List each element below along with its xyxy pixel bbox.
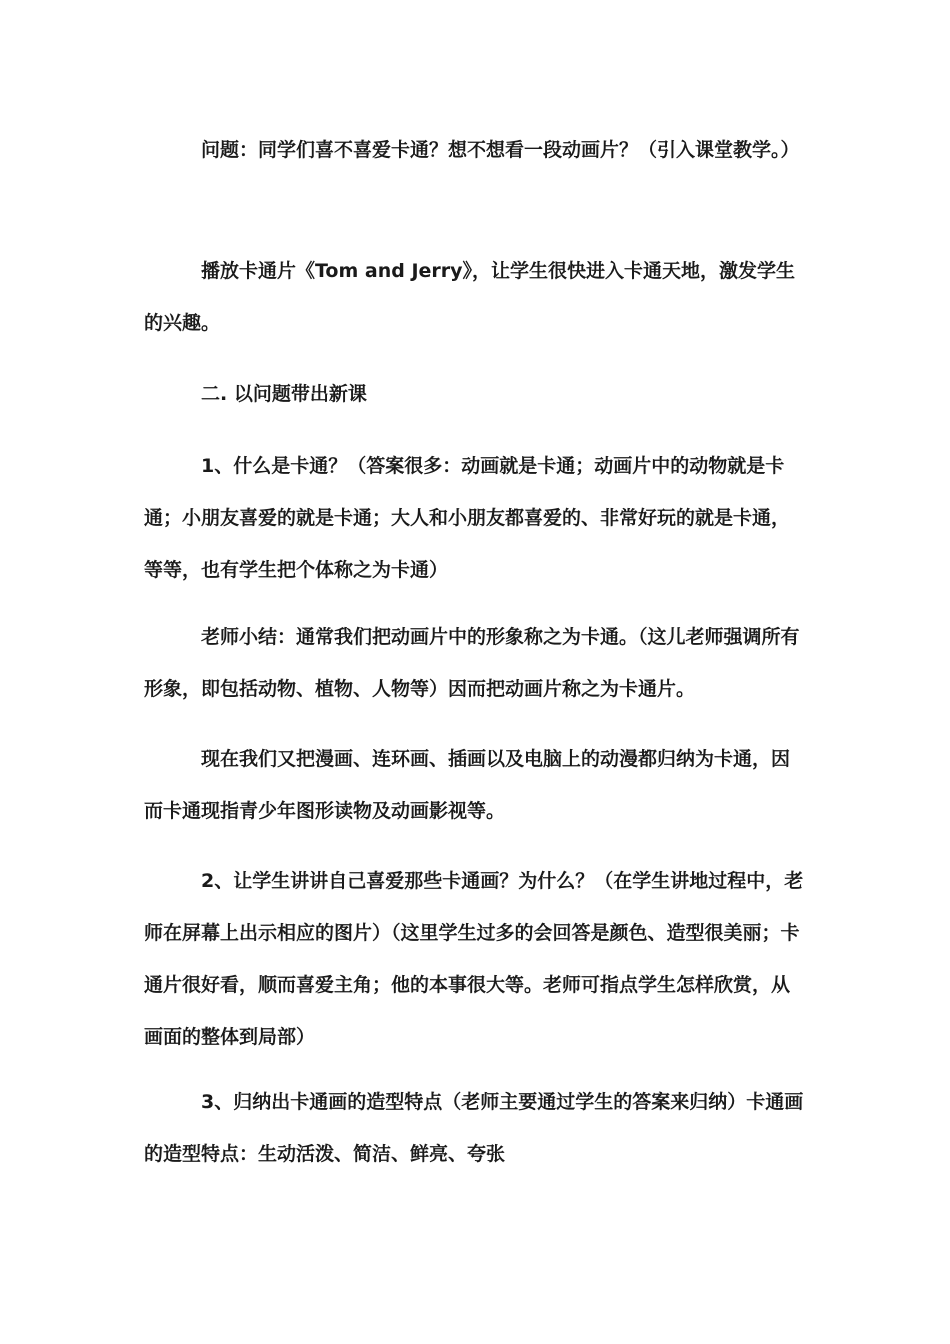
paragraph-cartoon-definition: 现在我们又把漫画、连环画、插画以及电脑上的动漫都归纳为卡通，因而卡通现指青少年图形读物及动画影视等。 — [144, 748, 791, 822]
paragraph-favorite-cartoons: 2、让学生讲讲自己喜爱那些卡通画？为什么？（在学生讲地过程中，老师在屏幕上出示相应的图片）（这里学生过多的会回答是颜色、造型很美丽；卡通片很好看，顺而喜爱主角；他的本事很大等。老师可指点学生怎样欣赏，从画面的整体到局部） — [144, 870, 804, 1048]
paragraph-teacher-summary: 老师小结：通常我们把动画片中的形象称之为卡通。（这儿老师强调所有形象，即包括动物、植物、人物等）因而把动画片称之为卡通片。 — [144, 626, 800, 700]
section-heading-new-lesson: 二. 以问题带出新课 — [201, 383, 367, 405]
paragraph-what-is-cartoon: 1、什么是卡通？（答案很多：动画就是卡通；动画片中的动物就是卡通；小朋友喜爱的就是卡通；大人和小朋友都喜爱的、非常好玩的就是卡通，等等，也有学生把个体称之为卡通） — [144, 455, 791, 581]
paragraph-style-features: 3、归纳出卡通画的造型特点（老师主要通过学生的答案来归纳）卡通画的造型特点：生动活泼、简洁、鲜亮、夸张 — [144, 1091, 804, 1165]
paragraph-play-cartoon: 播放卡通片《Tom and Jerry》，让学生很快进入卡通天地，激发学生的兴趣。 — [144, 260, 796, 334]
paragraph-question-intro: 问题：同学们喜不喜爱卡通？想不想看一段动画片？（引入课堂教学。） — [201, 139, 800, 161]
